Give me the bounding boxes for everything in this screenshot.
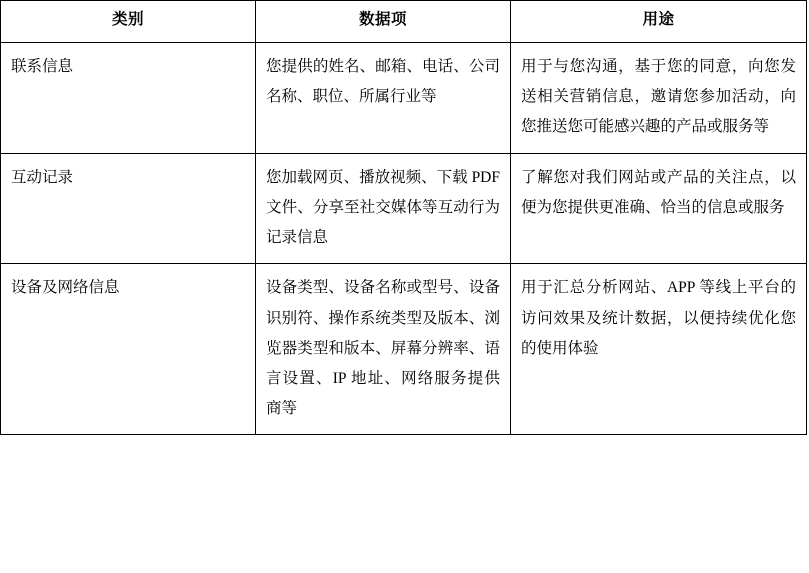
column-header-items-label: 数据项 (358, 11, 407, 28)
table-row (1, 43, 807, 154)
column-header-category-label: 类别 (111, 11, 144, 28)
table-row (1, 153, 807, 264)
cell-category (1, 153, 256, 264)
cell-purpose-text: 用于汇总分析网站、APP 等线上平台的访问效果及统计数据，以便持续优化您的使用体验 (521, 279, 796, 357)
cell-purpose (511, 43, 807, 154)
cell-items-text: 您加载网页、播放视频、下载 PDF 文件、分享至社交媒体等互动行为记录信息 (266, 168, 500, 247)
cell-items (256, 264, 511, 435)
cell-items-text: 设备类型、设备名称或型号、设备识别符、操作系统类型及版本、浏览器类型和版本、屏幕分辨率、语言设置、IP 地址、网络服务提供商等 (266, 279, 500, 418)
cell-category-text: 互动记录 (11, 168, 74, 186)
cell-category (1, 264, 256, 435)
cell-category-text: 联系信息 (11, 58, 74, 75)
table-header-row (1, 1, 807, 43)
cell-purpose (511, 153, 807, 264)
cell-items (256, 153, 511, 264)
cell-items-text: 您提供的姓名、邮箱、电话、公司名称、职位、所属行业等 (266, 58, 500, 106)
cell-items (256, 43, 511, 154)
cell-purpose-text: 用于与您沟通，基于您的同意，向您发送相关营销信息，邀请您参加活动，向您推送您可能感兴趣的产品或服务等 (521, 58, 796, 136)
cell-category-text: 设备及网络信息 (11, 279, 120, 297)
column-header-items (256, 1, 511, 43)
column-header-category (1, 1, 256, 43)
table-row (1, 264, 807, 435)
cell-category (1, 43, 256, 154)
cell-purpose-text: 了解您对我们网站或产品的关注点，以便为您提供更准确、恰当的信息或服务 (521, 168, 796, 216)
column-header-purpose (511, 1, 807, 43)
cell-purpose (511, 264, 807, 435)
column-header-purpose-label: 用途 (642, 11, 675, 28)
